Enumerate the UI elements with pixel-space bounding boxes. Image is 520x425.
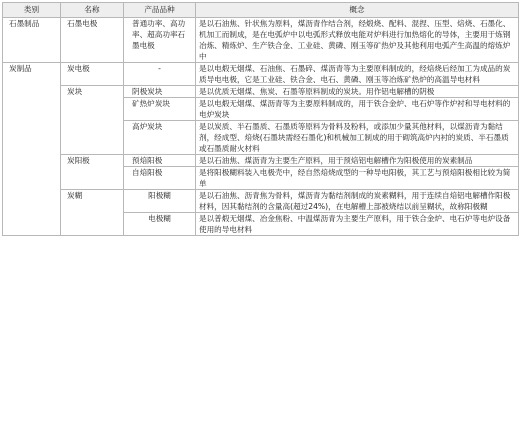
- name-graphite-electrode: 石墨电极: [61, 18, 124, 63]
- concept-cell: 是以石油焦、针状焦为原料，煤沥青作结合剂，经煅烧、配料、混捏、压型、焙烧、石墨化、机加工而制成，是在电弧炉中以电弧形式释放电能对炉料进行加热熔化的导体，主要用于炼钢冶炼、精炼炉、生产铁合金、工业硅、黄磷、刚玉等矿热炉及其他利用电弧产生高温的熔炼炉中: [196, 18, 519, 63]
- header-row: [3, 3, 519, 18]
- concept-cell: 是以优质无烟煤、焦炭、石墨等原料制成的炭块。用作铝电解槽的阴极: [196, 86, 519, 98]
- concept-cell: 是以石油焦、沥青焦为骨料，煤沥青为黏结剂制成的炭素糊料，用于连续自焙铝电解槽作阳极材料，因其黏结剂的含量高(超过24%)，在电解槽上部被烧结以前呈糊状，故称阳极糊: [196, 190, 519, 213]
- table-row: [3, 155, 519, 167]
- header-variety: 产品品种: [124, 3, 196, 18]
- concept-cell: 是以炭质、半石墨质、石墨质等原料为骨料及粉料，或添加少量其他材料，以煤沥青为黏结剂，经成型、焙烧(石墨块需经石墨化)和机械加工制成的用于砌筑高炉内衬的炭质、半石墨质或石墨质耐火材料: [196, 121, 519, 155]
- concept-cell: 是将阳极糊料装入电极壳中，经自然焙烧成型的一种导电阳极，其工艺与预焙阳极相比较为简单: [196, 167, 519, 190]
- table-row: [3, 18, 519, 63]
- name-carbon-electrode: 炭电极: [61, 63, 124, 86]
- variety-cell: 矿热炉炭块: [124, 98, 196, 121]
- name-carbon-block: 炭块: [61, 86, 124, 155]
- category-graphite: 石墨制品: [3, 18, 61, 63]
- variety-cell: 电极糊: [124, 213, 196, 236]
- table-row: [3, 63, 519, 86]
- name-carbon-anode: 炭阳极: [61, 155, 124, 190]
- table-row: [3, 190, 519, 213]
- product-table: [2, 2, 519, 236]
- header-name: 名称: [61, 3, 124, 18]
- variety-cell: 自焙阳极: [124, 167, 196, 190]
- variety-cell: 阴极炭块: [124, 86, 196, 98]
- variety-cell: 阳极糊: [124, 190, 196, 213]
- concept-cell: 是以电煅无烟煤、石油焦、石墨碎、煤沥青等为主要原料制成的，经焙烧后经加工为成品的炭质导电电极，它是工业硅、铁合金、电石、黄磷、刚玉等冶炼矿热炉的高温导电材料: [196, 63, 519, 86]
- concept-cell: 是以普煅无烟煤、冶金焦粉、中温煤沥青为主要生产原料，用于铁合金炉、电石炉等电炉设备使用的导电材料: [196, 213, 519, 236]
- table-row: [3, 86, 519, 98]
- name-carbon-paste: 炭糊: [61, 190, 124, 236]
- header-category: 类别: [3, 3, 61, 18]
- variety-cell: -: [124, 63, 196, 86]
- concept-cell: 是以石油焦、煤沥青为主要生产原料，用于预焙铝电解槽作为阳极使用的炭素制品: [196, 155, 519, 167]
- variety-cell: 预焙阳极: [124, 155, 196, 167]
- concept-cell: 是以电煅无烟煤、煤沥青等为主要原料制成的，用于铁合金炉、电石炉等作炉衬和导电材料的电炉炭块: [196, 98, 519, 121]
- category-carbon: 炭制品: [3, 63, 61, 236]
- header-concept: 概念: [196, 3, 519, 18]
- variety-cell: 普通功率、高功率、超高功率石墨电极: [124, 18, 196, 63]
- variety-cell: 高炉炭块: [124, 121, 196, 155]
